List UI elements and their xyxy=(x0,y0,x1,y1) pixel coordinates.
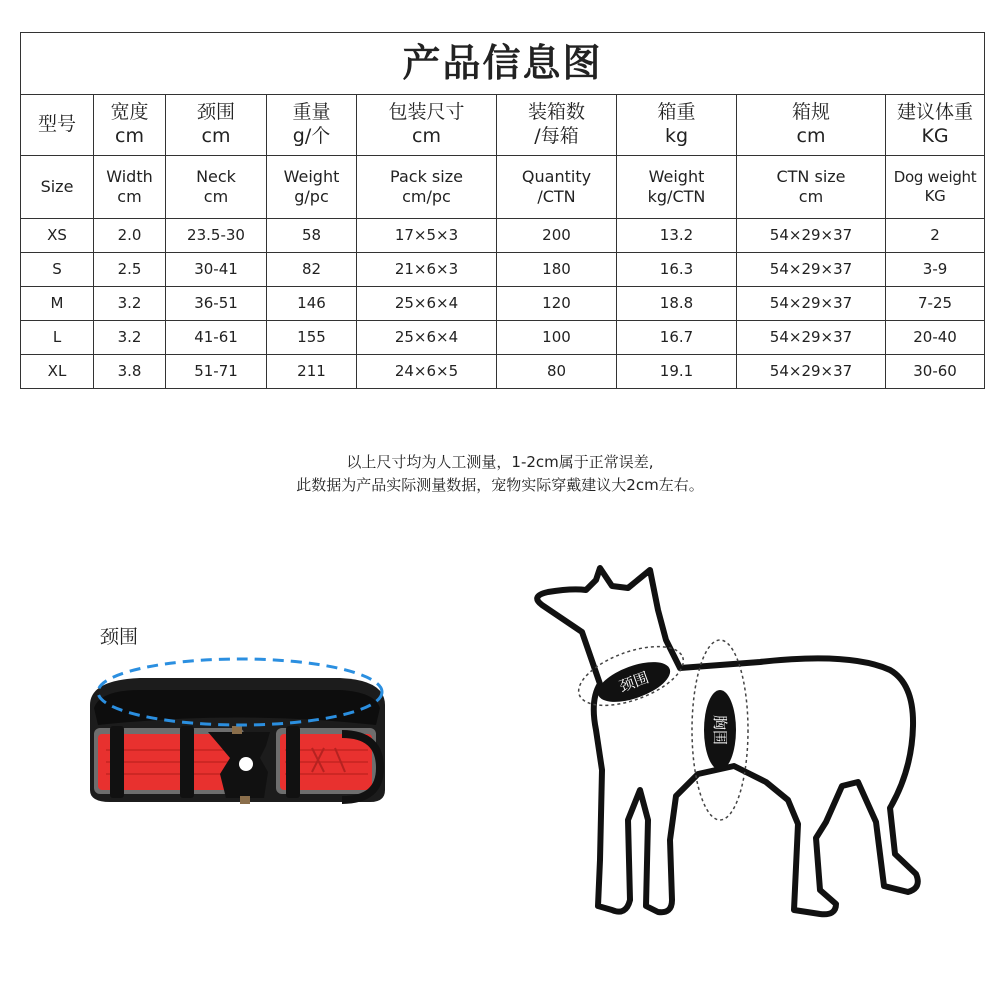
header-cell: 重量 g/个 xyxy=(267,95,357,156)
chest-tag xyxy=(704,690,736,770)
fit-advice-note: 此数据为产品实际测量数据，宠物实际穿戴建议大2cm左右。 xyxy=(296,476,704,494)
table-cell: 30-41 xyxy=(166,253,267,287)
table-cell: 2 xyxy=(886,219,985,253)
table-cell: 18.8 xyxy=(617,287,737,321)
table-cell: 54×29×37 xyxy=(737,253,886,287)
buckle-hole xyxy=(239,757,253,771)
table-cell: 146 xyxy=(267,287,357,321)
table-cell: 200 xyxy=(497,219,617,253)
table-cell: 30-60 xyxy=(886,355,985,389)
table-cell: 3-9 xyxy=(886,253,985,287)
table-cell: 3.2 xyxy=(94,321,166,355)
header-row-english xyxy=(21,156,985,219)
table-cell: 36-51 xyxy=(166,287,267,321)
product-info-table xyxy=(20,32,985,389)
table-cell: 211 xyxy=(267,355,357,389)
strap-keeper xyxy=(110,726,124,798)
header-cell: Neck cm xyxy=(166,156,267,219)
header-cell: Pack size cm/pc xyxy=(357,156,497,219)
header-cell: Size xyxy=(21,156,94,219)
table-cell: 58 xyxy=(267,219,357,253)
header-row-chinese xyxy=(21,95,985,156)
table-cell: 54×29×37 xyxy=(737,355,886,389)
header-cell: 箱规 cm xyxy=(737,95,886,156)
table-row xyxy=(21,355,985,389)
table-cell: L xyxy=(21,321,94,355)
buckle-pin xyxy=(240,796,250,804)
header-cell: 建议体重 KG xyxy=(886,95,985,156)
table-body xyxy=(21,219,985,389)
header-cell: Quantity /CTN xyxy=(497,156,617,219)
table-cell: 21×6×3 xyxy=(357,253,497,287)
measurement-note: 以上尺寸均为人工测量，1-2cm属于正常误差, xyxy=(346,453,654,471)
table-cell: 23.5-30 xyxy=(166,219,267,253)
header-cell: 箱重 kg xyxy=(617,95,737,156)
table-row xyxy=(21,253,985,287)
header-cell: 宽度 cm xyxy=(94,95,166,156)
table-cell: 54×29×37 xyxy=(737,321,886,355)
table-cell: 16.7 xyxy=(617,321,737,355)
header-cell: Width cm xyxy=(94,156,166,219)
header-cell: Weight kg/CTN xyxy=(617,156,737,219)
dog-measurement-diagram xyxy=(520,560,940,960)
table-cell: 2.0 xyxy=(94,219,166,253)
table-cell: 13.2 xyxy=(617,219,737,253)
header-cell: 型号 xyxy=(21,95,94,156)
table-cell: 19.1 xyxy=(617,355,737,389)
strap-keeper xyxy=(180,726,194,798)
table-cell: 3.8 xyxy=(94,355,166,389)
table-cell: XS xyxy=(21,219,94,253)
table-cell: 80 xyxy=(497,355,617,389)
neck-circumference-label: 颈围 xyxy=(100,626,139,648)
page-title: 产品信息图 xyxy=(21,33,985,95)
table-cell: 180 xyxy=(497,253,617,287)
table-cell: 25×6×4 xyxy=(357,321,497,355)
table-row xyxy=(21,287,985,321)
header-cell: CTN size cm xyxy=(737,156,886,219)
header-cell: Dog weight KG xyxy=(886,156,985,219)
buckle-pin xyxy=(232,726,242,734)
table-cell: 82 xyxy=(267,253,357,287)
table-cell: 25×6×4 xyxy=(357,287,497,321)
table-cell: 41-61 xyxy=(166,321,267,355)
header-cell: 装箱数 /每箱 xyxy=(497,95,617,156)
table-cell: 7-25 xyxy=(886,287,985,321)
table-cell: 51-71 xyxy=(166,355,267,389)
table-cell: 155 xyxy=(267,321,357,355)
strap-keeper xyxy=(286,726,300,798)
table-cell: 120 xyxy=(497,287,617,321)
chest-tag-text: 胸围 xyxy=(711,714,729,746)
table-cell: 20-40 xyxy=(886,321,985,355)
table-cell: 100 xyxy=(497,321,617,355)
table-cell: 54×29×37 xyxy=(737,287,886,321)
table-cell: 17×5×3 xyxy=(357,219,497,253)
table-cell: 2.5 xyxy=(94,253,166,287)
neck-tag-text: 颈围 xyxy=(616,668,652,696)
table-cell: 54×29×37 xyxy=(737,219,886,253)
collar-illustration xyxy=(80,650,400,830)
header-cell: Weight g/pc xyxy=(267,156,357,219)
table-row xyxy=(21,321,985,355)
header-cell: 颈围 cm xyxy=(166,95,267,156)
table-cell: XL xyxy=(21,355,94,389)
table-row xyxy=(21,219,985,253)
table-cell: 16.3 xyxy=(617,253,737,287)
table-cell: M xyxy=(21,287,94,321)
table-cell: 24×6×5 xyxy=(357,355,497,389)
header-cell: 包装尺寸 cm xyxy=(357,95,497,156)
table-cell: S xyxy=(21,253,94,287)
table-cell: 3.2 xyxy=(94,287,166,321)
